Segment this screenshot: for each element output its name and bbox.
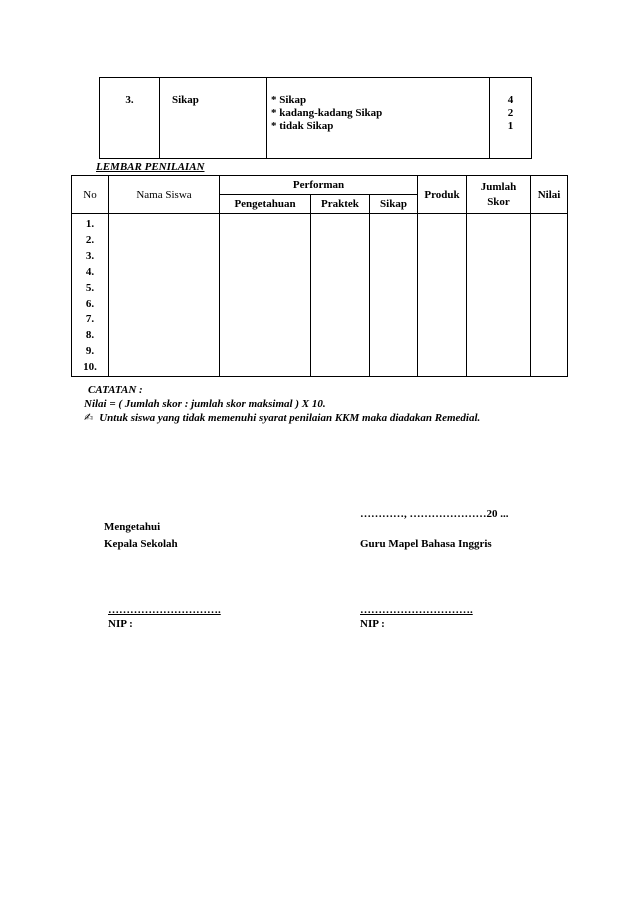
rubric-descriptor: * Sikap [271, 94, 307, 106]
rubric-score: 2 [507, 107, 514, 119]
header-no: No [72, 176, 109, 214]
header-jumlah-skor [467, 176, 531, 214]
header-nilai: Nilai [531, 176, 568, 214]
row-number: 7. [85, 313, 95, 326]
signature-kepala-sekolah: Kepala Sekolah [104, 538, 178, 550]
header-produk: Produk [418, 176, 467, 214]
row-number: 5. [85, 281, 95, 294]
row-number: 9. [85, 345, 95, 358]
rubric-score: 1 [507, 120, 514, 132]
header-skor-text: Skor [487, 195, 510, 208]
header-sikap: Sikap [370, 195, 418, 214]
notes-catatan: CATATAN : [88, 384, 143, 396]
row-number: 2. [85, 233, 95, 246]
header-praktek: Praktek [311, 195, 370, 214]
rubric-row [100, 78, 532, 159]
rubric-score: 4 [507, 94, 514, 106]
cell-sikap [370, 214, 418, 377]
row-number: 10. [83, 361, 97, 374]
cell-pengetahuan [220, 214, 311, 377]
table-row [72, 214, 568, 377]
cell-nilai [531, 214, 568, 377]
signature-left-nip: NIP : [108, 618, 133, 630]
rubric-descriptor: * kadang-kadang Sikap [271, 107, 383, 119]
signature-mengetahui: Mengetahui [104, 521, 161, 533]
rubric-table [99, 77, 532, 159]
header-performan: Performan [220, 176, 418, 195]
rubric-descriptor: * tidak Sikap [271, 120, 334, 132]
assessment-table [71, 175, 568, 377]
rubric-row-number: 3. [100, 78, 160, 159]
cell-nama-siswa [109, 214, 220, 377]
header-jumlah-text: Jumlah [480, 180, 517, 193]
row-number: 1. [85, 218, 95, 230]
cell-praktek [311, 214, 370, 377]
row-number: 8. [85, 329, 95, 342]
signature-right-nip: NIP : [360, 618, 385, 630]
row-number: 6. [85, 297, 95, 310]
rubric-aspect: Sikap [160, 78, 267, 159]
notes-formula: Nilai = ( Jumlah skor : jumlah skor maksimal ) X 10. [84, 397, 326, 410]
notes-remedial-line [84, 411, 480, 426]
header-nama-siswa: Nama Siswa [109, 176, 220, 214]
signature-date-line: …………, …………………20 ... [360, 508, 509, 520]
signature-guru-mapel: Guru Mapel Bahasa Inggris [360, 538, 492, 550]
row-number: 3. [85, 249, 95, 262]
writing-hand-icon: ✍ [84, 411, 94, 424]
notes [84, 384, 480, 426]
rubric-scores [490, 78, 532, 159]
signature-left-name-line: …………………………. [108, 604, 221, 616]
row-number-column [72, 214, 109, 377]
signature-right-name-line: …………………………. [360, 604, 473, 616]
cell-produk [418, 214, 467, 377]
section-title [66, 161, 205, 173]
cell-jumlah-skor [467, 214, 531, 377]
notes-remedial: Untuk siswa yang tidak memenuhi syarat penilaian KKM maka diadakan Remedial. [99, 412, 481, 424]
row-number: 4. [85, 265, 95, 278]
header-row-1 [72, 176, 568, 195]
header-pengetahuan: Pengetahuan [220, 195, 311, 214]
section-title-text: LEMBAR PENILAIAN [96, 161, 205, 173]
rubric-descriptors [267, 78, 490, 159]
